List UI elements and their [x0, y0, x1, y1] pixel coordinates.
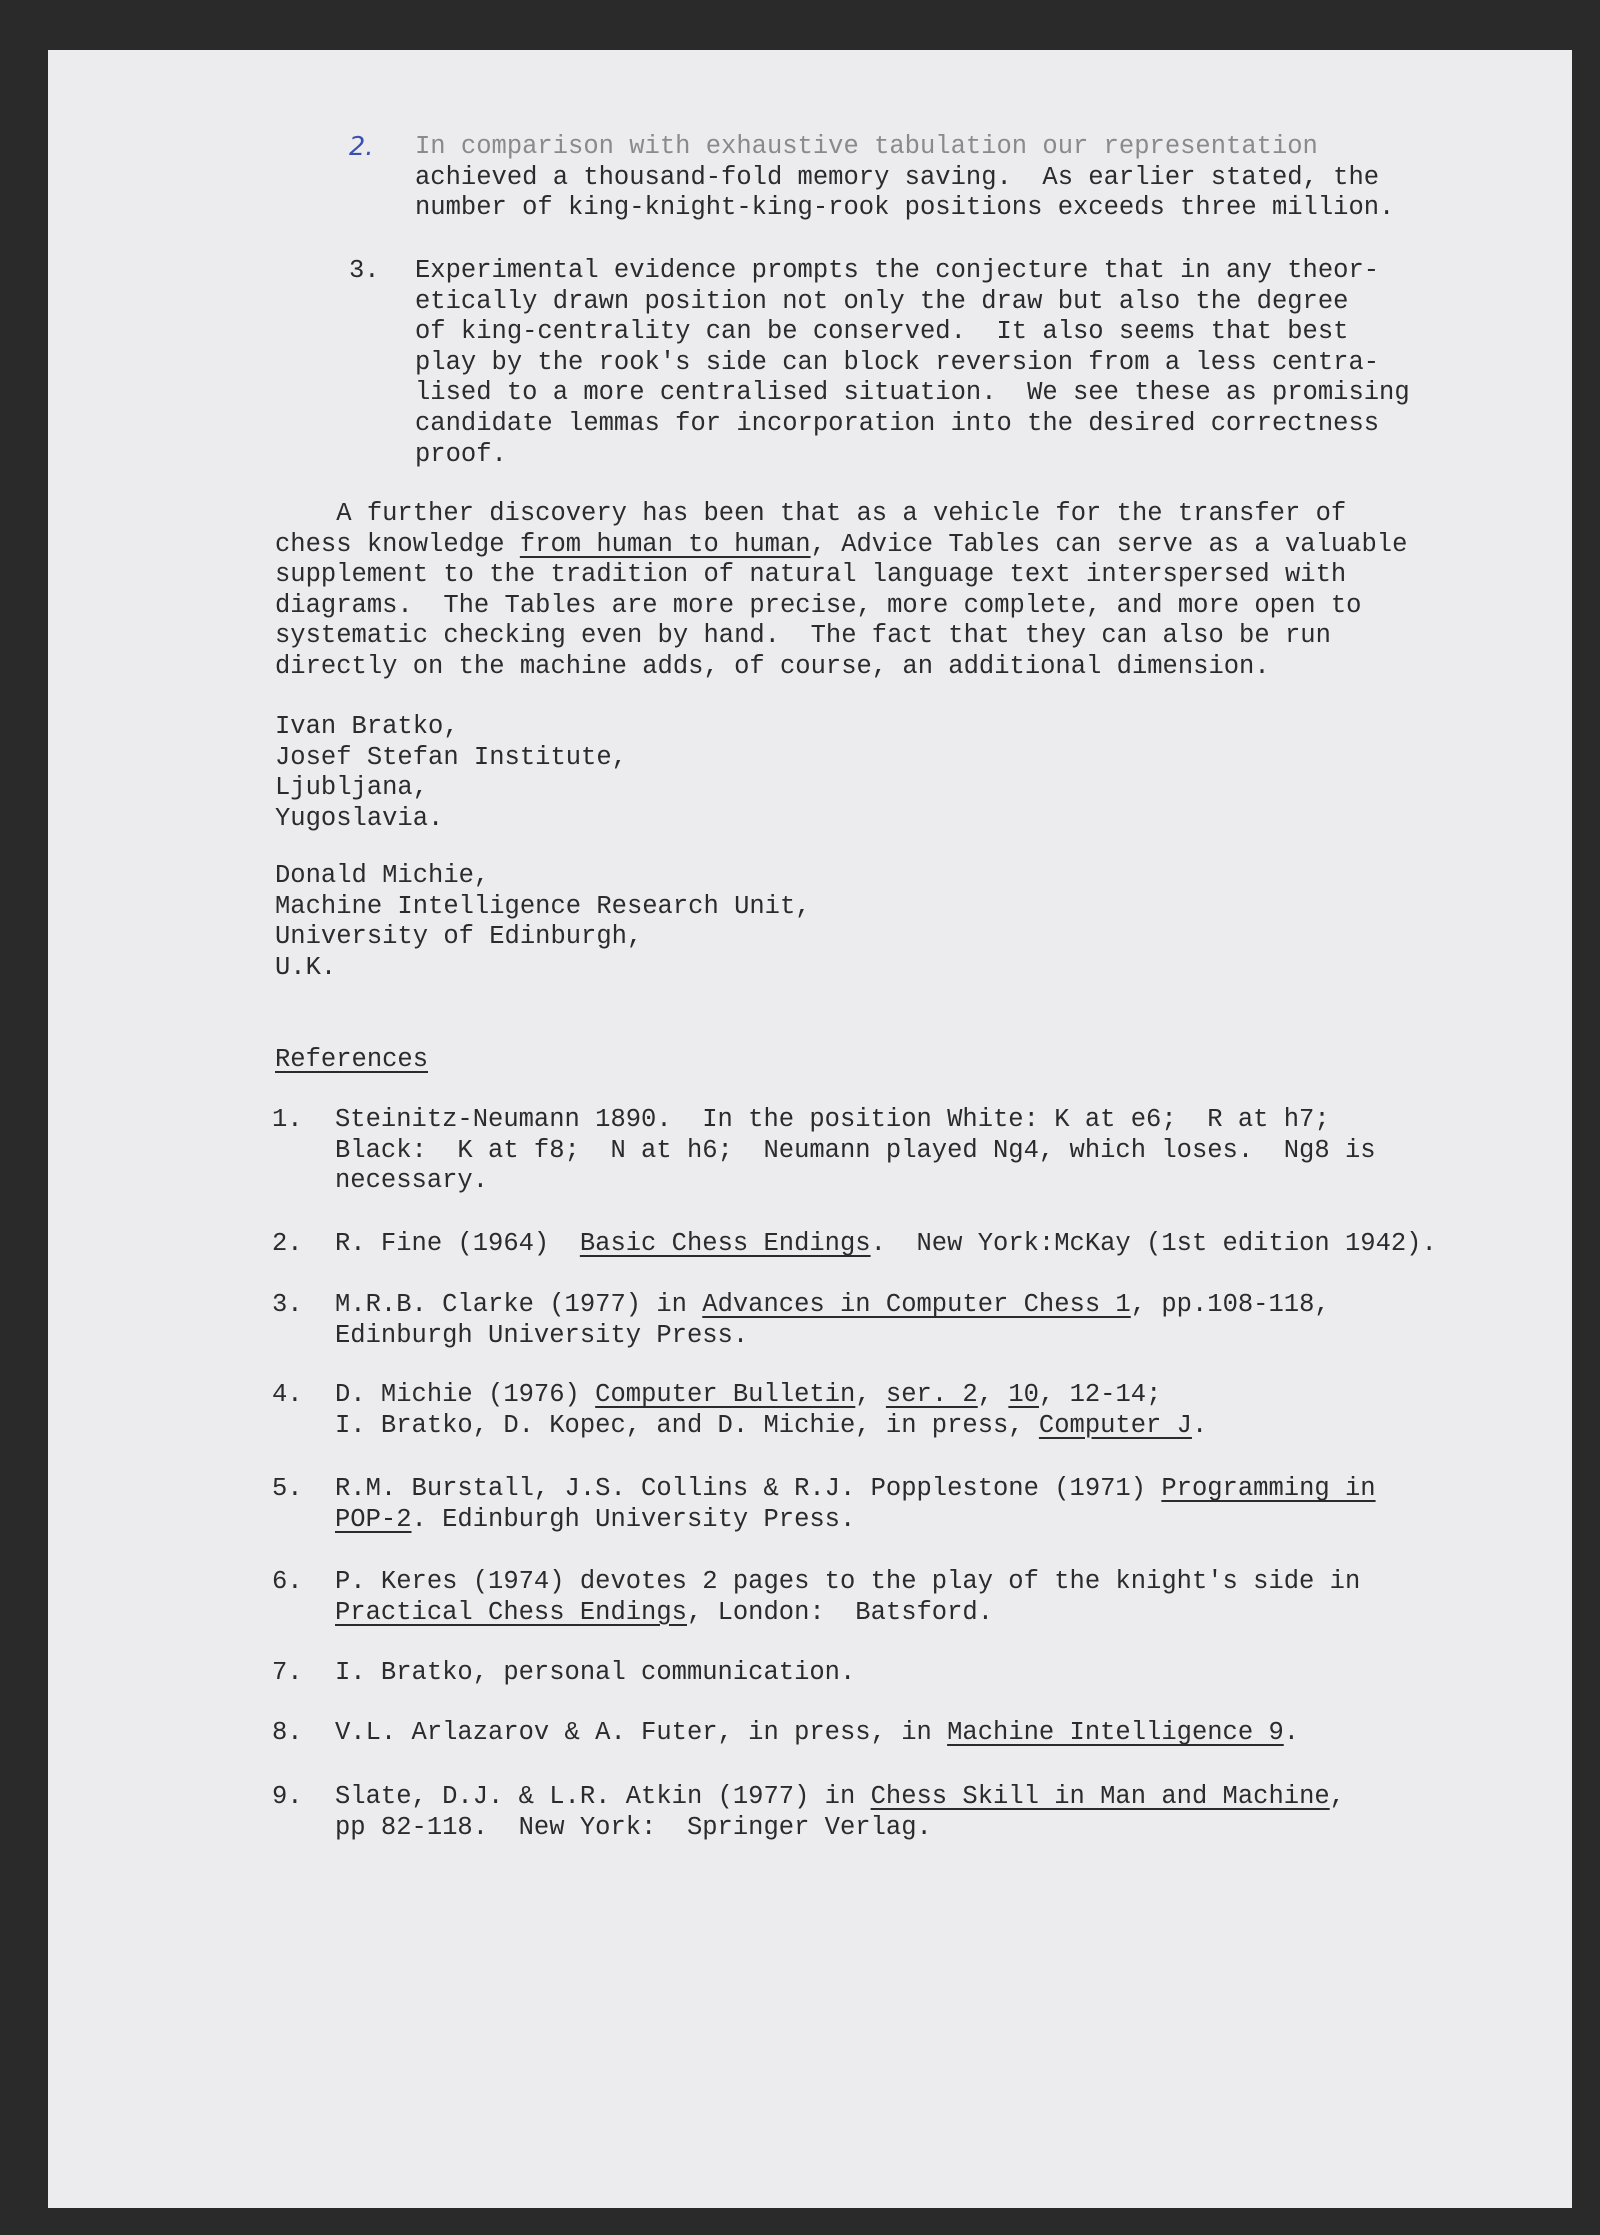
text: V.L. Arlazarov & A. Futer, in press, in [335, 1718, 948, 1747]
paragraph-line: A further discovery has been that as a vehicle for the transfer of [275, 499, 1347, 528]
author-affiliation: Ljubljana, [275, 773, 429, 803]
paragraph-line [275, 530, 1407, 561]
reference-line [335, 1782, 1345, 1813]
reference-number: 3. [272, 1290, 303, 1319]
text: . Edinburgh University Press. [411, 1504, 856, 1534]
reference-number: 5. [272, 1474, 303, 1503]
text: , 12-14; [1038, 1380, 1162, 1409]
author-affiliation: University of Edinburgh, [275, 922, 643, 952]
reference-item [335, 1290, 1330, 1351]
reference-number: 9. [272, 1782, 303, 1811]
author-name: Ivan Bratko, [275, 712, 459, 741]
reference-line [335, 1567, 1360, 1598]
text: chess knowledge [275, 529, 520, 559]
text: , [977, 1380, 1009, 1409]
reference-line [335, 1321, 1330, 1352]
reference-line [335, 1290, 1330, 1321]
point-number: 3. [349, 256, 380, 285]
text: Black: K at f8; N at h6; Neumann played Ng4, which loses. Ng8 is [335, 1135, 1376, 1165]
reference-line [335, 1813, 1345, 1844]
author-affiliation: Yugoslavia. [275, 803, 444, 833]
point-line: candidate lemmas for incorporation into the desired correctness [415, 408, 1380, 438]
text: P. Keres (1974) devotes 2 pages to the play of the knight's side in [335, 1567, 1361, 1596]
text: . New York:McKay (1st edition 1942). [870, 1229, 1437, 1258]
text: I. Bratko, personal communication. [335, 1658, 856, 1687]
point-line: lised to a more centralised situation. We see these as promising [415, 378, 1410, 408]
author-affiliation: Josef Stefan Institute, [275, 742, 627, 772]
title-underlined: Computer Bulletin [595, 1380, 856, 1409]
text: , [1329, 1782, 1345, 1811]
reference-number: 8. [272, 1718, 303, 1747]
text: I. Bratko, D. Kopec, and D. Michie, in press, [335, 1410, 1039, 1440]
reference-line [335, 1380, 1207, 1411]
author-affiliation: Machine Intelligence Research Unit, [275, 891, 811, 921]
reference-item [335, 1567, 1360, 1628]
paragraph [275, 499, 1407, 683]
text: Steinitz-Neumann 1890. In the position White: K at e6; R at h7; [335, 1105, 1330, 1134]
text: M.R.B. Clarke (1977) in [335, 1290, 703, 1319]
reference-number: 4. [272, 1380, 303, 1409]
title-underlined: Chess Skill in Man and Machine [870, 1782, 1330, 1811]
title-underlined: ser. 2 [885, 1380, 978, 1409]
reference-line [335, 1136, 1376, 1167]
reference-item [335, 1782, 1345, 1843]
title-underlined: Programming in [1161, 1474, 1376, 1503]
reference-item [335, 1718, 1299, 1749]
text: Edinburgh University Press. [335, 1320, 749, 1350]
text: , Advice Tables can serve as a valuable [810, 529, 1408, 559]
title-underlined: Practical Chess Endings [335, 1597, 687, 1627]
point-line: etically drawn position not only the draw but also the degree [415, 286, 1349, 316]
reference-item [335, 1658, 855, 1689]
author-block [275, 712, 627, 834]
text: necessary. [335, 1166, 489, 1196]
point-text [415, 132, 1394, 224]
text: . [1191, 1410, 1208, 1440]
underlined-text: from human to human [519, 529, 811, 559]
point-line: number of king-knight-king-rook positions exceeds three million. [415, 193, 1395, 223]
reference-number: 6. [272, 1567, 303, 1596]
author-block [275, 861, 811, 983]
reference-item [335, 1229, 1437, 1260]
title-underlined: Machine Intelligence 9 [947, 1718, 1284, 1747]
reference-number: 2. [272, 1229, 303, 1258]
title-underlined: Computer J [1038, 1410, 1192, 1440]
point-line: In comparison with exhaustive tabulation our representation [415, 132, 1318, 161]
point-number: 2. [349, 132, 374, 162]
reference-number: 7. [272, 1658, 303, 1687]
title-underlined: POP-2 [335, 1504, 412, 1534]
reference-line [335, 1166, 1376, 1197]
references-heading [275, 1045, 428, 1076]
text: R.M. Burstall, J.S. Collins & R.J. Popplestone (1971) [335, 1474, 1162, 1503]
text: , [855, 1380, 886, 1409]
point-line: of king-centrality can be conserved. It also seems that best [415, 317, 1349, 347]
author-affiliation: U.K. [275, 952, 337, 982]
paragraph-line: directly on the machine adds, of course, an additional dimension. [275, 651, 1270, 681]
point-line: achieved a thousand-fold memory saving. As earlier stated, the [415, 162, 1380, 192]
author-name: Donald Michie, [275, 861, 490, 890]
text: , pp.108-118, [1130, 1290, 1330, 1319]
text: Slate, D.J. & L.R. Atkin (1977) in [335, 1782, 871, 1811]
reference-item [335, 1474, 1376, 1535]
reference-line [335, 1598, 1360, 1629]
reference-line [335, 1411, 1207, 1442]
reference-line [335, 1474, 1376, 1505]
reference-number: 1. [272, 1105, 303, 1134]
reference-line [335, 1229, 1437, 1260]
paragraph-line: supplement to the tradition of natural language text interspersed with [275, 560, 1347, 590]
reference-line [335, 1718, 1299, 1749]
text: D. Michie (1976) [335, 1380, 596, 1409]
point-line: proof. [415, 439, 507, 469]
paragraph-line: diagrams. The Tables are more precise, more complete, and more open to [275, 590, 1362, 620]
reference-line [335, 1505, 1376, 1536]
text: R. Fine (1964) [335, 1229, 580, 1258]
reference-item [335, 1105, 1376, 1197]
point-text [415, 256, 1410, 470]
heading-text: References [275, 1045, 429, 1074]
text: , London: Batsford. [686, 1597, 994, 1627]
point-line: Experimental evidence prompts the conjecture that in any theor- [415, 256, 1380, 285]
title-underlined: Basic Chess Endings [579, 1229, 871, 1258]
reference-line [335, 1105, 1376, 1136]
reference-line [335, 1658, 855, 1689]
title-underlined: 10 [1008, 1380, 1039, 1409]
title-underlined: Advances in Computer Chess 1 [702, 1290, 1131, 1319]
text: . [1283, 1718, 1300, 1747]
point-line: play by the rook's side can block reversion from a less centra- [415, 347, 1380, 377]
paragraph-line: systematic checking even by hand. The fact that they can also be run [275, 621, 1331, 651]
text: pp 82-118. New York: Springer Verlag. [335, 1812, 932, 1842]
reference-item [335, 1380, 1207, 1441]
